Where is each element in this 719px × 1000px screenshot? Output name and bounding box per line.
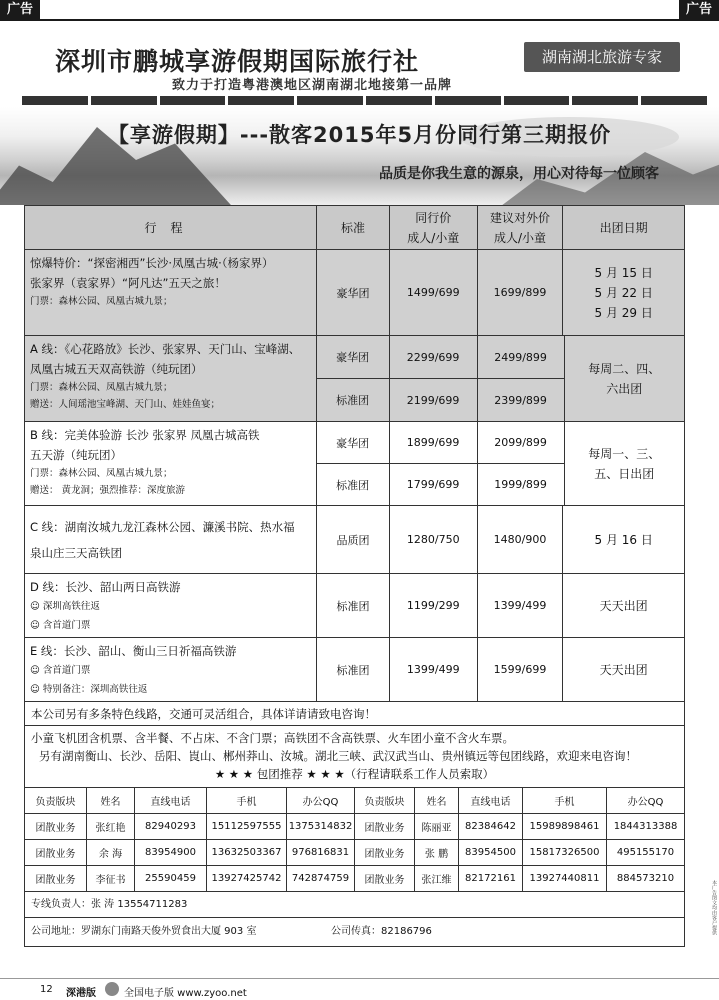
footer-rule [0, 978, 719, 979]
contact-cell: 团散业务 [355, 840, 415, 865]
contact-cell: 976816831 [287, 840, 355, 865]
departure-date: 每周一、三、 [588, 446, 661, 461]
table-row [25, 336, 684, 422]
header-retail-price-label: 建议对外价 [490, 210, 551, 225]
contact-header-cell: 直线电话 [135, 788, 207, 813]
address-text: 公司地址：罗湖东门南路天俊外贸食出大厦 903 室 [31, 926, 257, 937]
contact-header-cell: 姓名 [87, 788, 135, 813]
contact-header-cell: 办公QQ [627, 797, 664, 808]
tier-retail-price: 1699/899 [478, 250, 564, 335]
table-row [25, 422, 684, 506]
route-line: E 线：长沙、韶山、衡山三日祈福高铁游 [30, 644, 237, 658]
contact-cell: 团散业务 [25, 814, 87, 839]
contact-cell: 李征书 [87, 866, 135, 891]
header-route: 行程 [25, 206, 317, 249]
table-row [25, 574, 684, 638]
departure-date: 五、日出团 [594, 466, 655, 481]
ad-label-right: 广告 [679, 0, 719, 19]
decorative-bars [22, 96, 707, 105]
header-peer-price-label: 同行价 [415, 210, 452, 225]
tier-standard: 标准团 [317, 638, 390, 701]
departure-date: 天天出团 [599, 598, 648, 613]
departure-date: 5 月 16 日 [594, 532, 653, 547]
manager-text: 专线负责人：张 涛 13554711283 [31, 898, 188, 910]
departure-date: 天天出团 [599, 662, 648, 677]
header-retail-price-sub: 成人/小童 [493, 230, 547, 245]
table-row [25, 506, 684, 574]
tier-peer-price: 1399/499 [390, 638, 478, 701]
specialty-badge: 湖南湖北旅游专家 [524, 42, 680, 72]
contact-cell: 陈丽亚 [415, 814, 459, 839]
tier-standard: 豪华团 [317, 336, 390, 378]
contact-cell: 1375314832 [287, 814, 355, 839]
tier-retail-price: 1399/499 [478, 574, 564, 637]
contact-cell: 742874759 [287, 866, 355, 891]
contact-cell: 82384642 [459, 814, 523, 839]
departure-dates [564, 336, 684, 421]
contact-row [25, 866, 684, 892]
route-description [25, 250, 317, 335]
contact-cell: 团散业务 [25, 866, 87, 891]
contact-cell: 15817326500 [523, 840, 607, 865]
table-row [25, 250, 684, 336]
recommend-text: ★ ★ ★ 包团推荐 ★ ★ ★（行程请联系工作人员索取） [214, 767, 495, 781]
route-line: 五天游（纯玩团） [30, 448, 122, 462]
header-peer-price-sub: 成人/小童 [407, 230, 460, 245]
tier-retail-price: 1480/900 [478, 506, 564, 573]
note-text: 本公司另有多条特色线路，交通可灵活组合，具体详请请致电咨询！ [31, 706, 376, 721]
side-note: 本广告图文均由客户提供 [711, 880, 717, 935]
tier-retail-price: 2499/899 [494, 350, 547, 364]
contact-cell: 495155170 [616, 847, 675, 858]
tier-group [317, 336, 564, 421]
header-peer-price [390, 206, 478, 249]
route-line: D 线：长沙、韶山两日高铁游 [30, 580, 181, 594]
departure-date: 每周二、四、 [588, 361, 661, 376]
route-description [25, 336, 317, 421]
header-standard: 标准 [317, 206, 390, 249]
contact-cell: 团散业务 [355, 866, 415, 891]
route-line: C 线：湖南汝城九龙江森林公园、濂溪书院、热水福 [30, 519, 295, 534]
route-line: A 线：《心花路放》长沙、张家界、天门山、宝峰湖、 [30, 342, 301, 356]
website-url: 全国电子版 www.zyoo.net [124, 988, 247, 999]
price-table [24, 205, 685, 947]
page-footer [0, 980, 719, 1000]
contact-cell: 团散业务 [355, 814, 415, 839]
contact-cell: 13632503367 [207, 840, 287, 865]
contact-header-cell: 负责版块 [355, 788, 415, 813]
departure-dates [563, 250, 684, 335]
contact-header-cell: 直线电话 [459, 788, 523, 813]
edition-name: 深港版 [66, 988, 96, 999]
fax-text: 公司传真：82186796 [331, 926, 432, 937]
departure-dates [564, 422, 684, 505]
company-slogan: 致力于打造粤港澳地区湖南湖北地接第一品牌 [172, 78, 453, 93]
contact-cell: 张 鹏 [415, 840, 459, 865]
departure-date: 5 月 29 日 [594, 305, 653, 320]
route-note: ☺ 含首道门票 [30, 665, 91, 676]
route-description [25, 574, 317, 637]
tier-standard: 豪华团 [317, 422, 390, 463]
tier-retail-price: 1999/899 [494, 478, 547, 491]
contact-cell: 83954900 [135, 840, 207, 865]
note-row [25, 702, 684, 726]
contact-header-cell: 手机 [207, 788, 287, 813]
contact-cell: 15112597555 [207, 814, 287, 839]
route-note: ☺ 含首道门票 [30, 620, 91, 631]
address-row [25, 918, 684, 946]
contact-cell: 团散业务 [25, 840, 87, 865]
manager-row [25, 892, 684, 918]
departure-dates [563, 574, 684, 637]
route-note: 赠送：人间瑶池宝峰湖、天门山、娃娃鱼宴； [30, 399, 221, 410]
route-note: 门票：森林公园、凤凰古城九景； [30, 382, 173, 393]
contact-cell: 83954500 [459, 840, 523, 865]
route-note: 赠送： 黄龙洞；强烈推荐：深度旅游 [30, 485, 186, 496]
tier-peer-price: 1799/699 [390, 464, 478, 505]
route-line: 凤凰古城五天双高铁游（纯玩团） [30, 362, 203, 376]
contact-cell: 82940293 [135, 814, 207, 839]
header [0, 34, 719, 104]
route-note: ☺ 特别备注：深圳高铁往返 [30, 684, 148, 695]
page-number: 12 [40, 984, 53, 995]
note-text: 另有湖南衡山、长沙、岳阳、崀山、郴州莽山、汝城。湖北三峡、武汉武当山、贵州镇远等包团线路，欢迎来电咨询！ [39, 749, 637, 763]
banner [0, 107, 719, 205]
company-name: 深圳市鹏城享游假期国际旅行社 [55, 47, 420, 76]
departure-date: 5 月 22 日 [594, 285, 653, 300]
contact-cell: 13927440811 [523, 866, 607, 891]
contact-header-cell: 手机 [523, 788, 607, 813]
tier-standard: 标准团 [317, 464, 390, 505]
contact-row [25, 840, 684, 866]
route-line: B 线：完美体验游 长沙 张家界 凤凰古城高铁 [30, 428, 260, 442]
publication-logo-icon [105, 982, 119, 996]
route-line: 泉山庄三天高铁团 [30, 545, 122, 560]
tier-group [317, 422, 564, 505]
route-line: 惊爆特价：“探密湘西”长沙·凤凰古城·（杨家界） [30, 256, 274, 270]
contact-cell: 82172161 [459, 866, 523, 891]
contact-cell: 13927425742 [207, 866, 287, 891]
route-note: ☺ 深圳高铁往返 [30, 601, 100, 612]
tier-retail-price: 2399/899 [494, 393, 547, 407]
tier-peer-price: 1280/750 [390, 506, 478, 573]
route-description [25, 422, 317, 505]
tier-peer-price: 1499/699 [390, 250, 478, 335]
banner-subtitle: 品质是你我生意的源泉，用心对待每一位顾客 [379, 166, 659, 182]
banner-title: 【享游假期】---散客2015年5月份同行第三期报价 [107, 123, 612, 147]
contact-row [25, 814, 684, 840]
departure-dates [563, 638, 684, 701]
route-description [25, 506, 317, 573]
contact-cell: 1844313388 [613, 821, 678, 832]
departure-date: 5 月 15 日 [594, 265, 653, 280]
route-description [25, 638, 317, 701]
contact-header-cell: 负责版块 [25, 788, 87, 813]
route-line: 张家界（袁家界）“阿凡达”五天之旅！ [30, 276, 226, 290]
ad-label-left: 广告 [0, 0, 40, 19]
contact-cell: 张江维 [415, 866, 459, 891]
contact-cell: 张红艳 [87, 814, 135, 839]
note-row [25, 726, 684, 788]
tier-retail-price: 1599/699 [478, 638, 564, 701]
contact-cell: 15989898461 [523, 814, 607, 839]
route-note: 门票：森林公园、凤凰古城九景； [30, 468, 173, 479]
tier-peer-price: 1199/299 [390, 574, 478, 637]
contact-cell: 余 海 [87, 840, 135, 865]
header-departure: 出团日期 [599, 221, 648, 235]
departure-date: 六出团 [606, 381, 643, 396]
contacts-header [25, 788, 684, 814]
note-text: 小童飞机团含机票、含半餐、不占床、不含门票；高铁团不含高铁票、火车团小童不含火车票。 [31, 731, 514, 745]
tier-standard: 标准团 [317, 574, 390, 637]
tier-retail-price: 2099/899 [494, 436, 547, 449]
top-rule [0, 19, 719, 21]
tier-standard: 豪华团 [317, 250, 390, 335]
tier-peer-price: 2199/699 [390, 379, 478, 421]
tier-standard: 标准团 [317, 379, 390, 421]
route-note: 门票：森林公园、凤凰古城九景； [30, 296, 173, 307]
tier-peer-price: 1899/699 [390, 422, 478, 463]
tier-standard: 品质团 [317, 506, 390, 573]
contact-header-cell: 办公QQ [287, 788, 355, 813]
table-header [25, 206, 684, 250]
departure-dates [563, 506, 684, 573]
contact-cell: 25590459 [135, 866, 207, 891]
contact-header-cell: 姓名 [415, 788, 459, 813]
header-retail-price [478, 206, 564, 249]
contact-cell: 884573210 [616, 873, 675, 884]
table-row [25, 638, 684, 702]
tier-peer-price: 2299/699 [390, 336, 478, 378]
